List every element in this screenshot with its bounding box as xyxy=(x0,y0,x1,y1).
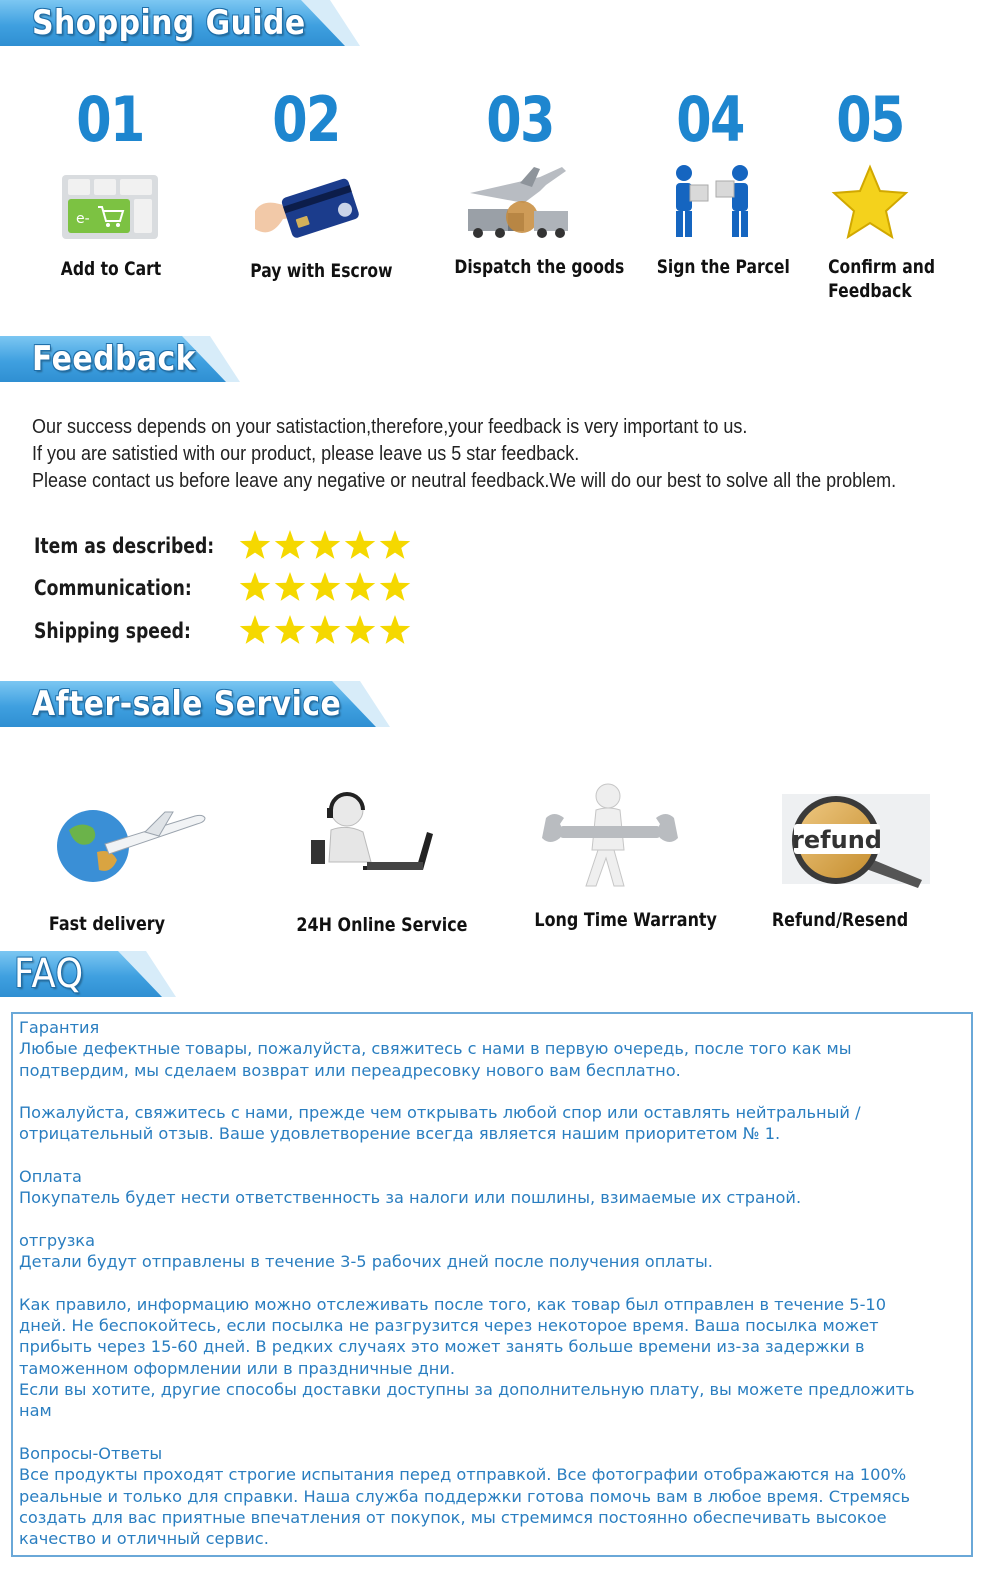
step-number: 05 xyxy=(836,83,904,156)
service-fast-delivery xyxy=(40,800,220,936)
faq-line: реальные и только для справки. Наша служба поддержки готова помочь вам в любое время. Стремясь xyxy=(19,1486,911,1506)
service-label: Fast delivery xyxy=(48,913,166,935)
faq-line: таможенном оформлении или в праздничные дни. xyxy=(19,1358,456,1378)
step-label: Add to Cart xyxy=(60,258,162,280)
rating-stars xyxy=(239,615,414,652)
star-icon xyxy=(240,615,270,644)
credit-card-icon xyxy=(251,171,361,245)
headset-operator-icon xyxy=(307,790,437,885)
star-icon xyxy=(345,572,375,601)
step-number: 04 xyxy=(676,83,744,156)
service-24h-online xyxy=(282,790,468,937)
faq-heading: отгрузка xyxy=(19,1230,95,1250)
faq-line: отрицательный отзыв. Ваше удовлетворение всегда является нашим приоритетом № 1. xyxy=(19,1124,781,1144)
star-icon xyxy=(830,163,910,243)
star-icon xyxy=(380,530,410,559)
step-number: 02 xyxy=(272,83,340,156)
feedback-title: Feedback xyxy=(32,339,196,379)
faq-line: качество и отличный сервис. xyxy=(19,1529,269,1549)
feedback-banner xyxy=(0,336,240,382)
faq-title: FAQ xyxy=(14,951,84,997)
faq-line: прибыть через 15-60 дней. В редких случаях это может занять больше времени из-за задержки в xyxy=(19,1337,865,1357)
step-confirm-and-feedback xyxy=(815,83,936,303)
step-dispatch-the-goods xyxy=(440,83,625,279)
step-number: 01 xyxy=(76,83,144,156)
service-long-time-warranty xyxy=(520,782,717,932)
step-label: Pay with Escrow xyxy=(250,260,393,282)
star-icon xyxy=(310,615,340,644)
faq-heading: Оплата xyxy=(19,1167,82,1187)
faq-line: Покупатель будет нести ответственность за налоги или пошлины, взимаемые их страной. xyxy=(19,1188,802,1208)
faq-line: Любые дефектные товары, пожалуйста, свяжитесь с нами в первую очередь, после того как мы xyxy=(19,1039,852,1059)
faq-line: Как правило, информацию можно отслеживать после того, как товар был отправлен в течение 5-10 xyxy=(19,1294,887,1314)
faq-heading: Вопросы-Ответы xyxy=(19,1443,163,1463)
rating-stars xyxy=(239,572,414,609)
cart-keyboard-icon xyxy=(60,171,160,243)
step-label-2: Feedback xyxy=(828,280,912,302)
star-icon xyxy=(345,530,375,559)
wrench-figure-icon xyxy=(540,782,680,894)
faq-line: создать для вас приятные впечатления от покупок, мы стремимся постоянно обеспечивать высокое xyxy=(19,1507,887,1527)
step-number: 03 xyxy=(486,83,554,156)
faq-line: Детали будут отправлены в течение 3-5 рабочих дней после получения оплаты. xyxy=(19,1252,713,1272)
parcel-people-icon xyxy=(660,163,760,243)
rating-stars xyxy=(239,530,414,567)
feedback-line: Please contact us before leave any negative or neutral feedback.We will do our best to solve all the problem. xyxy=(32,470,897,492)
refund-icon-text: refund xyxy=(792,826,882,854)
shopping-guide-title: Shopping Guide xyxy=(32,3,306,43)
step-sign-the-parcel xyxy=(645,83,790,279)
star-icon xyxy=(310,530,340,559)
plane-truck-icon xyxy=(460,163,580,243)
star-icon xyxy=(275,530,305,559)
rating-label: Shipping speed: xyxy=(34,619,191,643)
star-icon xyxy=(345,615,375,644)
service-refund-resend xyxy=(750,790,940,932)
service-label: Refund/Resend xyxy=(771,909,909,931)
after-sale-banner xyxy=(0,681,390,727)
star-icon xyxy=(380,572,410,601)
faq-line: Пожалуйста, свяжитесь с нами, прежде чем открывать любой спор или оставлять нейтральный / xyxy=(19,1103,861,1123)
star-icon xyxy=(310,572,340,601)
service-label: Long Time Warranty xyxy=(534,909,717,931)
service-label: 24H Online Service xyxy=(296,914,468,936)
feedback-text xyxy=(32,414,896,495)
faq-line: дней. Не беспокойтесь, если посылка не разгрузится через некоторое время. Ваша посылка может xyxy=(19,1316,879,1336)
shopping-guide-banner xyxy=(0,0,360,46)
step-label: Confirm and xyxy=(828,256,936,278)
faq-heading: Гарантия xyxy=(19,1018,100,1037)
step-add-to-cart xyxy=(50,85,170,281)
star-icon xyxy=(275,572,305,601)
star-icon xyxy=(380,615,410,644)
feedback-line: If you are satistied with our product, please leave us 5 star feedback. xyxy=(32,443,580,465)
faq-banner xyxy=(0,951,176,997)
rating-label: Communication: xyxy=(34,576,192,600)
star-icon xyxy=(240,572,270,601)
star-icon xyxy=(240,530,270,559)
faq-line: подтвердим, мы сделаем возврат или переадресовку нового вам бесплатно. xyxy=(19,1060,681,1080)
faq-line: нам xyxy=(19,1401,52,1421)
after-sale-title: After-sale Service xyxy=(32,684,342,724)
step-label: Dispatch the goods xyxy=(454,256,625,278)
star-icon xyxy=(275,615,305,644)
faq-box xyxy=(11,1012,973,1557)
faq-line: Если вы хотите, другие способы доставки доступны за дополнительную плату, вы можете предложить xyxy=(19,1380,915,1400)
faq-line: Все продукты проходят строгие испытания перед отправкой. Все фотографии отображаются на 100% xyxy=(19,1465,907,1485)
refund-magnifier-icon xyxy=(760,790,930,890)
feedback-line: Our success depends on your satistaction,therefore,your feedback is very important to us. xyxy=(32,416,748,438)
svg-text:e-: e- xyxy=(76,211,90,227)
globe-plane-icon xyxy=(45,800,215,890)
step-pay-with-escrow xyxy=(238,83,393,283)
step-label: Sign the Parcel xyxy=(656,256,790,278)
rating-label: Item as described: xyxy=(34,534,215,558)
